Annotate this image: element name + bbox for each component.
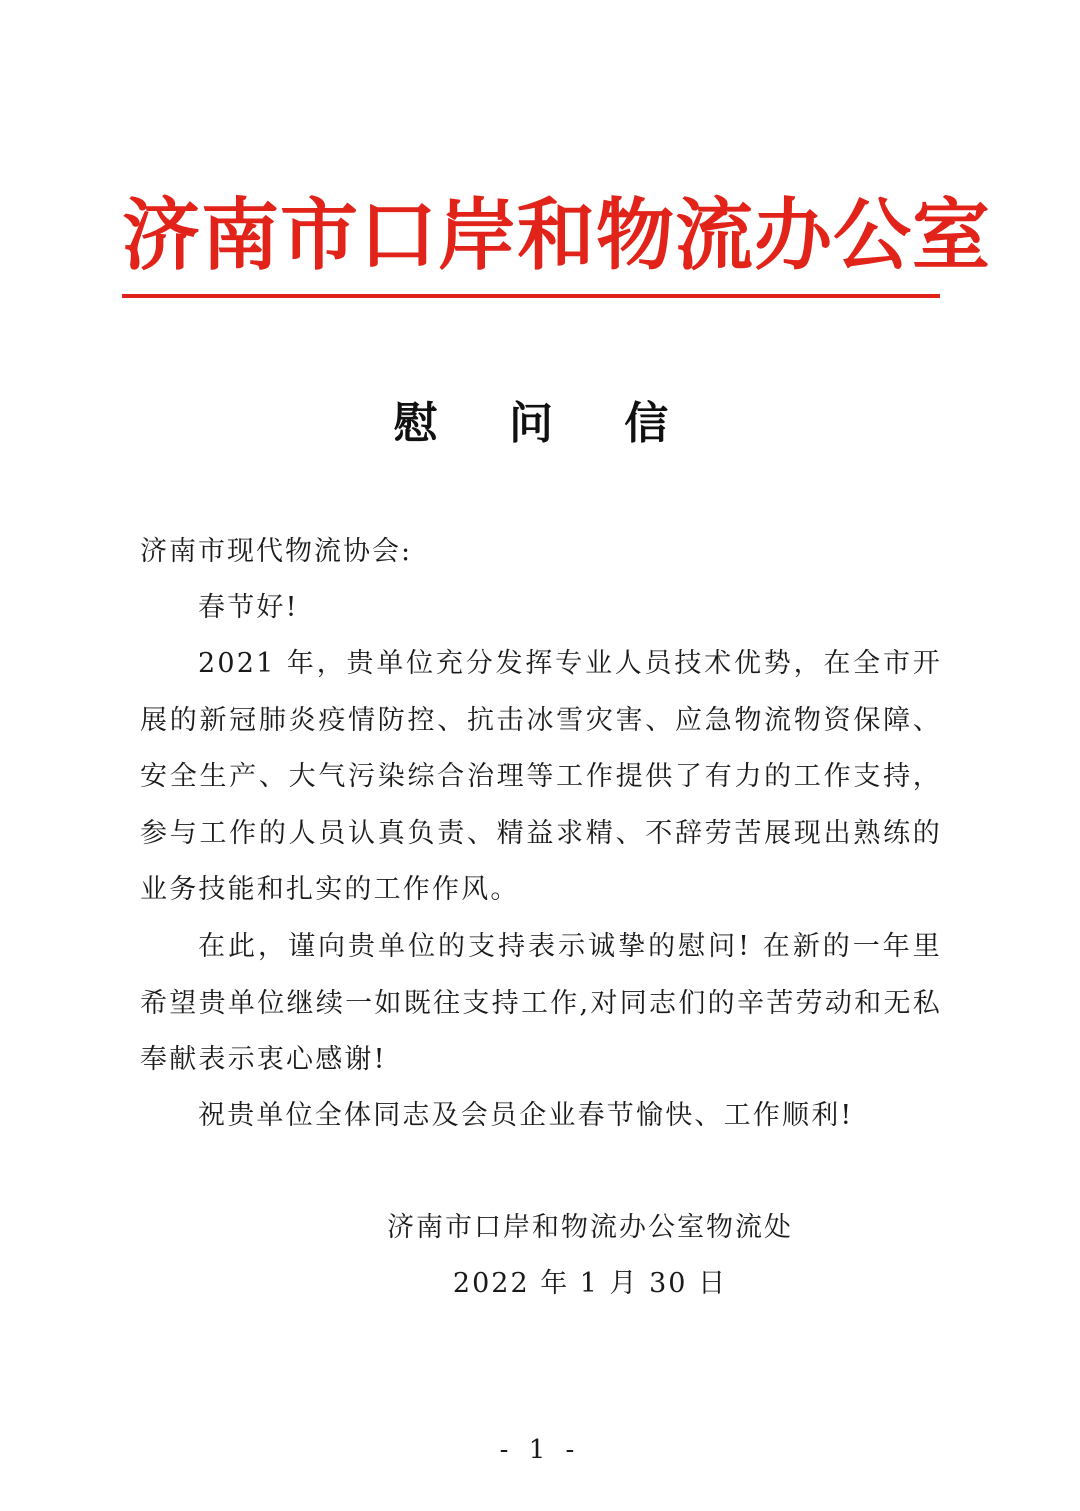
greeting-paragraph: 春节好! — [198, 592, 299, 623]
page-number: - 1 - — [499, 1435, 581, 1465]
signature-date: 2022 年 1 月 30 日 — [452, 1268, 728, 1299]
closing-wish-paragraph: 祝贵单位全体同志及会员企业春节愉快、工作顺利! — [198, 1100, 854, 1131]
body-paragraph-2: 在此，谨向贵单位的支持表示诚挚的慰问! 在新的一年里希望贵单位继续一如既往支持工作,对同志们的辛苦劳动和无私奉献表示衷心感谢! — [140, 931, 942, 1075]
salutation: 济南市现代物流协会: — [140, 536, 413, 567]
letterhead-organization: 济南市口岸和物流办公室 — [122, 190, 992, 281]
letterhead-red-rule — [122, 294, 940, 298]
document-title: 慰 问 信 — [393, 398, 697, 449]
body-paragraph-1: 2021 年，贵单位充分发挥专业人员技术优势，在全市开展的新冠肺炎疫情防控、抗击冰雪灾害、应急物流物资保障、安全生产、大气污染综合治理等工作提供了有力的工作支持，参与工作的人员认真负责、精益求精、不辞劳苦展现出熟练的业务技能和扎实的工作作风。 — [140, 648, 942, 905]
signature-organization: 济南市口岸和物流办公室物流处 — [387, 1212, 793, 1243]
